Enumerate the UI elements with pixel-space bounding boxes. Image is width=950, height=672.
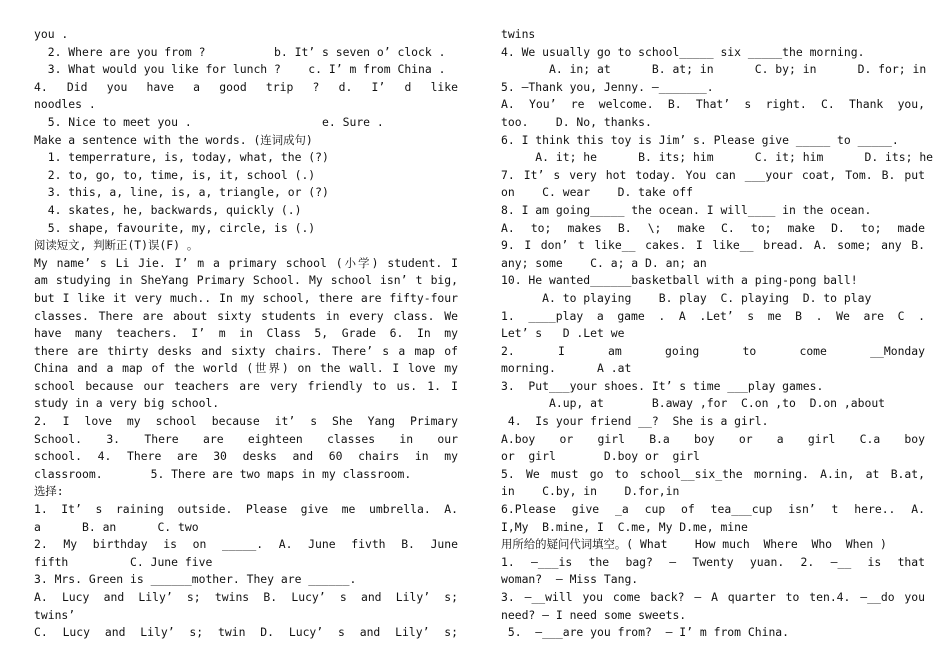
- left-text-line: 2. I love my school because it’ s She Yang Primary: [34, 414, 458, 429]
- right-text-line: on C. wear D. take off: [501, 185, 694, 200]
- right-text-line: A. You’ re welcome. B. That’ s right. C. Thank you,: [501, 97, 925, 112]
- right-text-line: A. in; at B. at; in C. by; in D. for; in: [501, 62, 927, 77]
- left-text-line: 选择:: [34, 484, 64, 499]
- right-text-line: 1. —___is the bag? — Twenty yuan. 2. —__ is that: [501, 554, 925, 569]
- right-text-line: A.up, at B.away ,for C.on ,to D.on ,about: [501, 396, 886, 411]
- right-text-line: morning. A .at: [501, 361, 632, 376]
- left-text-line: 3. What would you like for lunch ? c. I’ m from China .: [34, 62, 446, 77]
- left-text-line: fifth C. June five: [34, 554, 213, 569]
- left-text-line: school because our teachers are very friendly to us. 1. I: [34, 378, 458, 393]
- right-text-line: twins: [501, 27, 536, 41]
- right-text-line: 5. —___are you from? — I’ m from China.: [501, 625, 790, 640]
- right-text-line: A.boy or girl B.a boy or a girl C.a boy: [501, 431, 925, 446]
- right-text-line: 6.Please give _a cup of tea___cup isn’ t here.. A.: [501, 502, 925, 517]
- right-text-line: 2. I am going to come __Monday: [501, 343, 925, 358]
- right-text-line: 4. Is your friend __? She is a girl.: [501, 414, 769, 429]
- left-text-line: but I like it very much.. In my school, there are fifty-four: [34, 290, 458, 305]
- left-text-line: twins’: [34, 607, 76, 622]
- left-text-line: have many teachers. I’ m in Class 5, Grade 6. In my: [34, 326, 458, 341]
- right-text-line: or girl D.boy or girl: [501, 449, 700, 464]
- right-text-line: 9. I don’ t like__ cakes. I like__ bread. A. some; any B.: [501, 238, 925, 253]
- right-text-line: 5. We must go to school__six_the morning. A.in, at B.at,: [501, 466, 925, 481]
- left-text-line: 3. this, a, line, is, a, triangle, or (?): [34, 185, 329, 200]
- left-text-line: 阅读短文, 判断正(T)误(F) 。: [34, 238, 199, 253]
- left-text-line: 5. shape, favourite, my, circle, is (.): [34, 220, 316, 235]
- left-text-line: classroom. 5. There are two maps in my classroom.: [34, 466, 412, 481]
- right-text-line: need? — I need some sweets.: [501, 607, 687, 622]
- left-text-line: China and a map of the world (世界) on the wall. I love my: [34, 361, 458, 376]
- left-text-line: 5. Nice to meet you . e. Sure .: [34, 114, 384, 129]
- left-text-line: 4. skates, he, backwards, quickly (.): [34, 202, 302, 217]
- left-text-line: 4. Did you have a good trip ? d. I’ d like: [34, 79, 458, 94]
- right-text-line: 4. We usually go to school_____ six _____the morning.: [501, 44, 865, 59]
- right-text-line: too. D. No, thanks.: [501, 114, 652, 129]
- left-text-line: study in a very big school.: [34, 396, 220, 411]
- right-text-line: woman? — Miss Tang.: [501, 572, 639, 587]
- right-text-line: Let’ s D .Let we: [501, 326, 625, 341]
- right-text-line: A. to; makes B. \; make C. to; make D. to; made: [501, 220, 925, 235]
- right-text-line: 8. I am going_____ the ocean. I will____ in the ocean.: [501, 202, 872, 217]
- left-text-line: School. 3. There are eighteen classes in our: [34, 431, 458, 446]
- left-text-line: 1. It’ s raining outside. Please give me umbrella. A.: [34, 502, 458, 517]
- right-text-line: 6. I think this toy is Jim’ s. Please give _____ to _____.: [501, 132, 899, 147]
- right-text-line: 5. —Thank you, Jenny. —_______.: [501, 79, 714, 94]
- right-text-line: A. to playing B. play C. playing D. to play: [501, 290, 872, 305]
- right-text-line: in C.by, in D.for,in: [501, 484, 680, 499]
- right-text-line: 10. He wanted______basketball with a ping-pong ball!: [501, 273, 858, 288]
- right-column: [501, 26, 934, 642]
- right-text-line: 3. Put___your shoes. It’ s time ___play games.: [501, 378, 824, 393]
- left-text-line: there are thirty desks and sixty chairs. There’ s a map of: [34, 343, 458, 358]
- left-text-line: 2. My birthday is on _____. A. June fivth B. June: [34, 537, 458, 552]
- left-text-line: classes. There are about sixty students in every class. We: [34, 308, 458, 323]
- right-text-line: 7. It’ s very hot today. You can ___your coat, Tom. B. put: [501, 167, 925, 182]
- left-text-line: you .: [34, 27, 69, 41]
- left-text-line: 3. Mrs. Green is ______mother. They are ______.: [34, 572, 357, 587]
- left-text-line: 2. Where are you from ? b. It’ s seven o’ clock .: [34, 44, 446, 59]
- left-text-line: C. Lucy and Lily’ s; twin D. Lucy’ s and Lily’ s;: [34, 625, 458, 640]
- right-text-line: I,My B.mine, I C.me, My D.me, mine: [501, 519, 748, 534]
- left-text-line: noodles .: [34, 97, 96, 112]
- left-text-line: school. 4. There are 30 desks and 60 chairs in my: [34, 449, 458, 464]
- left-text-line: 1. temperrature, is, today, what, the (?): [34, 150, 329, 165]
- right-text-line: 3. —__will you come back? — A quarter to ten.4. —__do you: [501, 590, 925, 604]
- left-text-line: Make a sentence with the words. (连词成句): [34, 132, 313, 147]
- right-text-line: 1. ____play a game . A .Let’ s me B . We are C .: [501, 308, 925, 323]
- right-text-line: A. it; he B. its; him C. it; him D. its; he: [501, 150, 934, 165]
- left-text-line: My name’ s Li Jie. I’ m a primary school (小学) student. I: [34, 255, 458, 270]
- left-text-line: a B. an C. two: [34, 519, 199, 534]
- right-text-line: 用所给的疑问代词填空。( What How much Where Who When ): [501, 537, 887, 552]
- left-text-line: A. Lucy and Lily’ s; twins B. Lucy’ s and Lily’ s;: [34, 590, 458, 604]
- left-text-line: am studying in SheYang Primary School. My school isn’ t big,: [34, 273, 458, 288]
- left-text-line: 2. to, go, to, time, is, it, school (.): [34, 167, 316, 182]
- left-column: [34, 26, 458, 642]
- right-text-line: any; some C. a; a D. an; an: [501, 255, 707, 270]
